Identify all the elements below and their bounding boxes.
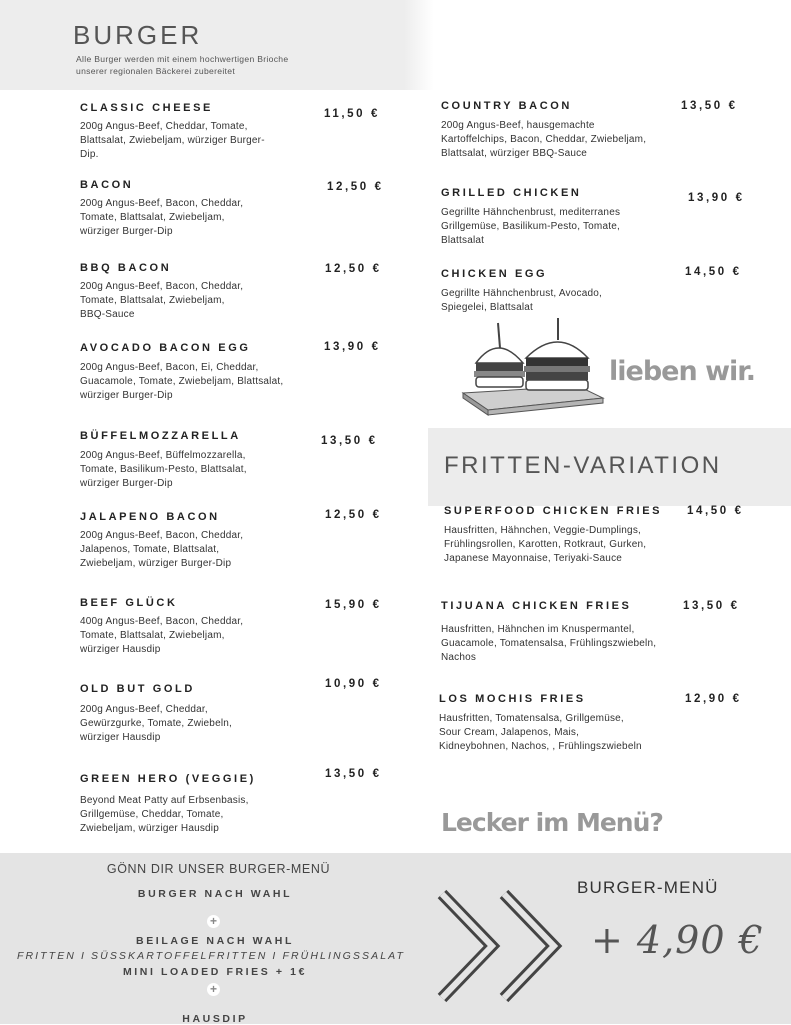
item-description [441,206,620,248]
item-price: 12,50 € [327,181,384,193]
item-price: 10,90 € [325,678,382,690]
item-price: 12,90 € [685,693,742,705]
description-line: würziger Burger-Dip [80,390,173,401]
menu-right-title: BURGER-MENÜ [577,878,719,897]
description-line: 200g Angus-Beef, hausgemachte [441,120,595,131]
description-line: BBQ-Sauce [80,309,135,320]
item-price: 13,90 € [324,341,381,353]
description-line: Guacamole, Tomate, Zwiebeljam, Blattsalat, [80,376,284,387]
description-line: 200g Angus-Beef, Cheddar, [80,704,208,715]
description-line: 200g Angus-Beef, Bacon, Cheddar, [80,198,244,209]
item-name: GRILLED CHICKEN [441,187,582,199]
description-line: Tomate, Blattsalat, Zwiebeljam, [80,295,225,306]
item-description [441,623,656,665]
description-line: 200g Angus-Beef, Cheddar, Tomate, [80,121,248,132]
item-price: 13,50 € [321,435,378,447]
item-name: COUNTRY BACON [441,100,572,112]
description-line: Hausfritten, Hähnchen im Knuspermantel, [441,624,635,635]
item-name: SUPERFOOD CHICKEN FRIES [444,505,663,517]
description-line: Hausfritten, Tomatensalsa, Grillgemüse, [439,713,624,724]
description-line: Kartoffelchips, Bacon, Cheddar, Zwiebeljam, [441,134,647,145]
item-price: 13,50 € [683,600,740,612]
item-description [80,361,283,403]
item-name: TIJUANA CHICKEN FRIES [441,600,632,612]
burger-illustration-icon [458,318,608,418]
item-description [439,712,642,754]
description-line: Frühlingsrollen, Karotten, Rotkraut, Gurken, [444,539,647,550]
description-line: Tomate, Basilikum-Pesto, Blattsalat, [80,464,247,475]
description-line: Blattsalat [441,235,485,246]
item-name: CLASSIC CHEESE [80,102,213,114]
item-price: 14,50 € [687,505,744,517]
fries-title: FRITTEN-VARIATION [444,452,722,479]
item-description [444,524,646,566]
item-price: 14,50 € [685,266,742,278]
description-line: 200g Angus-Beef, Büffelmozzarella, [80,450,246,461]
description-line: Spiegelei, Blattsalat [441,302,534,313]
description-line: Grillgemüse, Cheddar, Tomate, [80,809,224,820]
item-price: 12,50 € [325,263,382,275]
description-line: 200g Angus-Beef, Bacon, Cheddar, [80,530,244,541]
lecker-text: Lecker im Menü? [441,808,663,837]
description-line: würziger Hausdip [80,732,161,743]
description-line: Zwiebeljam, würziger Hausdip [80,823,219,834]
menu-right-price: + 4,90 € [591,918,764,962]
description-line: Dip. [80,149,99,160]
item-price: 13,50 € [325,768,382,780]
description-line: Sour Cream, Jalapenos, Mais, [439,727,580,738]
item-description [441,119,646,161]
menu-heading: GÖNN DIR UNSER BURGER-MENÜ [106,862,331,876]
item-price: 13,90 € [688,192,745,204]
description-line: würziger Burger-Dip [80,226,173,237]
item-name: JALAPENO BACON [80,511,220,523]
description-line: Hausfritten, Hähnchen, Veggie-Dumplings, [444,525,641,536]
item-description [80,794,249,836]
item-description [80,197,243,239]
description-line: 400g Angus-Beef, Bacon, Cheddar, [80,616,244,627]
description-line: Blattsalat, Zwiebeljam, würziger Burger- [80,135,265,146]
description-line: Blattsalat, würziger BBQ-Sauce [441,148,588,159]
description-line: Grillgemüse, Basilikum-Pesto, Tomate, [441,221,620,232]
item-name: BACON [80,179,134,191]
description-line: würziger Burger-Dip [80,478,173,489]
description-line: Guacamole, Tomatensalsa, Frühlingszwiebeln, [441,638,657,649]
item-name: LOS MOCHIS FRIES [439,693,586,705]
description-line: Tomate, Blattsalat, Zwiebeljam, [80,212,225,223]
item-price: 13,50 € [681,100,738,112]
plus-icon: + [207,915,220,928]
tagline: lieben wir. [609,356,756,387]
description-line: Beyond Meat Patty auf Erbsenbasis, [80,795,249,806]
item-name: OLD BUT GOLD [80,683,195,695]
item-description [441,287,602,315]
item-price: 11,50 € [324,108,380,120]
description-line: Zwiebeljam, würziger Burger-Dip [80,558,232,569]
menu-line-hausdip: HAUSDIP [182,1013,248,1025]
menu-line-burger: BURGER NACH WAHL [137,888,293,900]
description-line: Kidneybohnen, Nachos, , Frühlingszwiebeln [439,741,642,752]
plus-icon: + [207,983,220,996]
item-description [80,615,243,657]
description-line: Gewürzgurke, Tomate, Zwiebeln, [80,718,232,729]
description-line: Nachos [441,652,477,663]
burger-title: BURGER [73,20,203,50]
description-line: Gegrillte Hähnchenbrust, Avocado, [441,288,602,299]
item-description [80,449,247,491]
item-price: 12,50 € [325,509,382,521]
description-line: 200g Angus-Beef, Bacon, Cheddar, [80,281,244,292]
double-chevron-icon [434,886,584,1024]
item-description [80,703,232,745]
description-line: Japanese Mayonnaise, Teriyaki-Sauce [444,553,623,564]
description-line: 200g Angus-Beef, Bacon, Ei, Cheddar, [80,362,259,373]
item-name: BÜFFELMOZZARELLA [80,430,241,442]
menu-line-options: FRITTEN I SÜSSKARTOFFELFRITTEN I FRÜHLINGSSALAT [16,950,406,962]
burger-subtitle: Alle Burger werden mit einem hochwertigen Brioche unserer regionalen Bäckerei zubereitet [76,54,289,76]
description-line: würziger Hausdip [80,644,161,655]
item-price: 15,90 € [325,599,382,611]
item-description [80,280,243,322]
menu-line-beilage: BEILAGE NACH WAHL [136,935,294,947]
item-name: AVOCADO BACON EGG [80,342,251,354]
description-line: Gegrillte Hähnchenbrust, mediterranes [441,207,621,218]
item-name: CHICKEN EGG [441,268,548,280]
item-description [80,529,243,571]
item-name: BEEF GLÜCK [80,597,178,609]
item-name: GREEN HERO (VEGGIE) [80,773,256,785]
menu-line-loaded-fries: MINI LOADED FRIES + 1€ [122,966,308,978]
description-line: Tomate, Blattsalat, Zwiebeljam, [80,630,225,641]
item-name: BBQ BACON [80,262,172,274]
item-description [80,120,265,162]
description-line: Jalapenos, Tomate, Blattsalat, [80,544,220,555]
